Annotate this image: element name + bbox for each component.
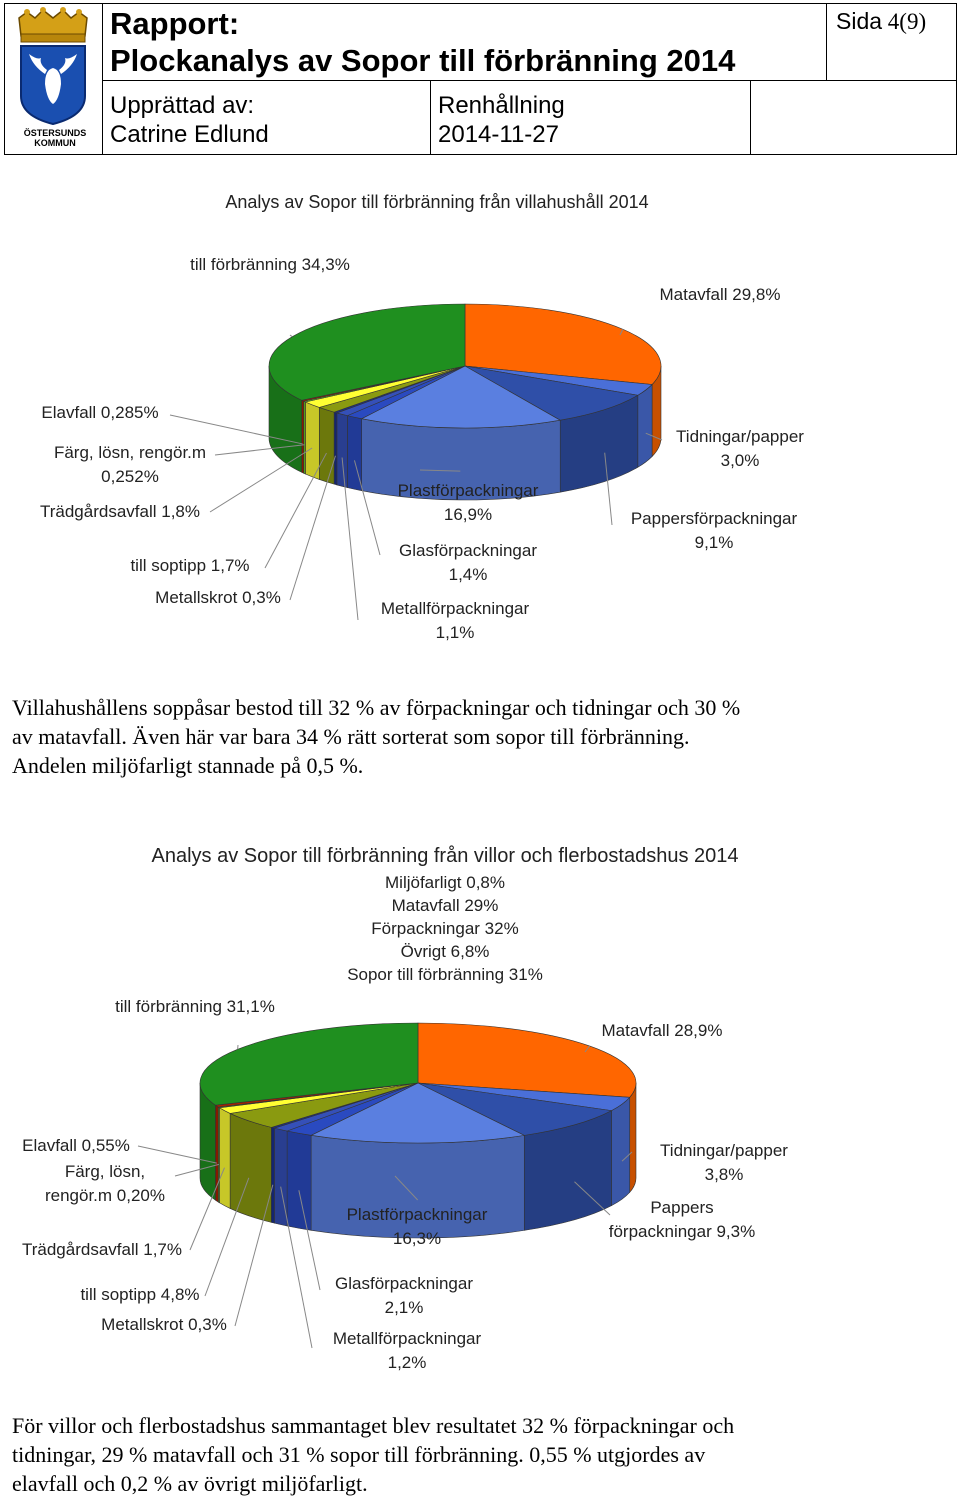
- slice-label-metallforp: Metallförpackningar: [332, 1329, 482, 1348]
- pie-chart-villahushall: [0, 170, 960, 660]
- logo-cell: [5, 4, 103, 154]
- slice-label-farg: 0,252%: [101, 467, 159, 486]
- department-cell: [431, 81, 751, 154]
- slice-label-glas: Glasförpackningar: [335, 1274, 473, 1293]
- paragraph-1-line2: av matavfall. Även här var bara 34 % rätt sorterat som sopor till förbränning.: [12, 724, 690, 749]
- page-number: 4(9): [887, 9, 927, 34]
- pie-side-glas: [287, 1131, 311, 1230]
- pie-side-matavfall: [630, 1083, 636, 1192]
- slice-label-farg: Färg, lösn,: [64, 1162, 146, 1181]
- pie-side-soptipp: [319, 407, 334, 484]
- slice-label-farg: Färg, lösn, rengör.m: [53, 443, 207, 462]
- blank-cell: [751, 81, 956, 154]
- slice-label-glas: 1,4%: [448, 565, 488, 584]
- slice-label-tidningar: Tidningar/papper: [660, 1141, 788, 1160]
- pie-side-tradgard: [219, 1108, 230, 1209]
- summary-line: Förpackningar 32%: [371, 919, 519, 938]
- pie-side-soptipp: [230, 1113, 271, 1222]
- slice-label-pappers: Pappers: [650, 1198, 714, 1217]
- slice-label-metallskrot: Metallskrot 0,3%: [101, 1315, 227, 1334]
- chart-title: Analys av Sopor till förbränning från villahushåll 2014: [225, 192, 649, 212]
- summary-line: Matavfall 29%: [391, 896, 499, 915]
- paragraph-2-line3: elavfall och 0,2 % av övrigt miljöfarligt.: [12, 1471, 368, 1496]
- report-title: Plockanalys av Sopor till förbränning 2014: [110, 43, 736, 78]
- slice-label-soptipp: till soptipp 1,7%: [130, 556, 250, 575]
- slice-label-elavfall: Elavfall 0,285%: [41, 403, 159, 422]
- pie-side-metallskrot: [334, 412, 337, 485]
- summary-line: Miljöfarligt 0,8%: [385, 873, 505, 892]
- summary-line: Sopor till förbränning 31%: [347, 965, 543, 984]
- paragraph-2-line2: tidningar, 29 % matavfall och 31 % sopor till förbränning. 0,55 % utgjordes av: [12, 1442, 706, 1467]
- report-date: 2014-11-27: [438, 121, 559, 148]
- pie-chart-villor-flerbostadshus: [0, 830, 960, 1380]
- slice-label-matavfall: Matavfall 29,8%: [659, 285, 781, 304]
- leader-line-metallskrot: [290, 456, 335, 600]
- slice-label-tradgard: Trädgårdsavfall 1,8%: [39, 502, 201, 521]
- title-cell: [103, 4, 827, 81]
- leader-line-tradgard: [210, 448, 312, 512]
- pie-side-tidningar: [638, 384, 652, 467]
- slice-label-plast: Plastförpackningar: [346, 1205, 488, 1224]
- logo-text-line2: KOMMUN: [34, 138, 76, 148]
- logo-text-line1: ÖSTERSUNDS: [23, 128, 87, 138]
- pie-side-metallforp: [337, 413, 348, 488]
- slice-label-pappers: förpackningar 9,3%: [608, 1222, 756, 1241]
- author-name: Catrine Edlund: [110, 121, 269, 148]
- slice-label-pappers: Pappersförpackningar: [630, 509, 798, 528]
- paragraph-1-line3: Andelen miljöfarligt stannade på 0,5 %.: [12, 753, 364, 778]
- logo-wordmark: [12, 128, 98, 148]
- slice-label-soptipp: till soptipp 4,8%: [80, 1285, 200, 1304]
- paragraph-1-line1: Villahushållens soppåsar bestod till 32 % av förpackningar och tidningar och 30 %: [12, 695, 741, 720]
- leader-line-forbranning: [290, 335, 292, 337]
- report-label: Rapport:: [110, 6, 240, 41]
- department: Renhållning: [438, 92, 565, 119]
- slice-label-tidningar: 3,0%: [720, 451, 760, 470]
- pie-side-tidningar: [611, 1097, 629, 1205]
- shield-icon: [21, 46, 85, 124]
- author-label: Upprättad av:: [110, 92, 255, 119]
- report-header: [4, 3, 957, 155]
- page-prefix: Sida: [836, 8, 883, 34]
- slice-label-metallforp: Metallförpackningar: [380, 599, 530, 618]
- slice-label-elavfall: Elavfall 0,55%: [22, 1136, 130, 1155]
- slice-label-forbranning: till förbränning 31,1%: [115, 997, 275, 1016]
- slice-label-matavfall: Matavfall 28,9%: [601, 1021, 723, 1040]
- slice-label-tidningar: Tidningar/papper: [676, 427, 804, 446]
- pie-side-metallskrot: [271, 1127, 274, 1223]
- author-cell: [103, 81, 431, 154]
- slice-label-plast: 16,9%: [443, 505, 493, 524]
- slice-label-forbranning: till förbränning 34,3%: [190, 255, 350, 274]
- slice-label-metallskrot: Metallskrot 0,3%: [155, 588, 281, 607]
- page-cell: [827, 4, 956, 81]
- slice-label-glas: 2,1%: [384, 1298, 424, 1317]
- chart-title: Analys av Sopor till förbränning från villor och flerbostadshus 2014: [151, 845, 739, 867]
- slice-label-tidningar: 3,8%: [704, 1165, 744, 1184]
- slice-label-plast: Plastförpackningar: [397, 481, 539, 500]
- pie-side-tradgard: [305, 402, 319, 479]
- leader-line-soptipp: [265, 453, 326, 568]
- slice-label-plast: 16,3%: [392, 1229, 442, 1248]
- slice-label-metallforp: 1,2%: [387, 1353, 427, 1372]
- crown-icon: [19, 7, 87, 42]
- summary-line: Övrigt 6,8%: [400, 942, 490, 961]
- slice-label-glas: Glasförpackningar: [399, 541, 537, 560]
- slice-label-pappers: 9,1%: [694, 533, 734, 552]
- slice-label-farg: rengör.m 0,20%: [44, 1186, 166, 1205]
- slice-label-metallforp: 1,1%: [435, 623, 475, 642]
- paragraph-2-line1: För villor och flerbostadshus sammantaget blev resultatet 32 % förpackningar och: [12, 1413, 735, 1438]
- page-indicator: [836, 7, 926, 36]
- slice-label-tradgard: Trädgårdsavfall 1,7%: [21, 1240, 183, 1259]
